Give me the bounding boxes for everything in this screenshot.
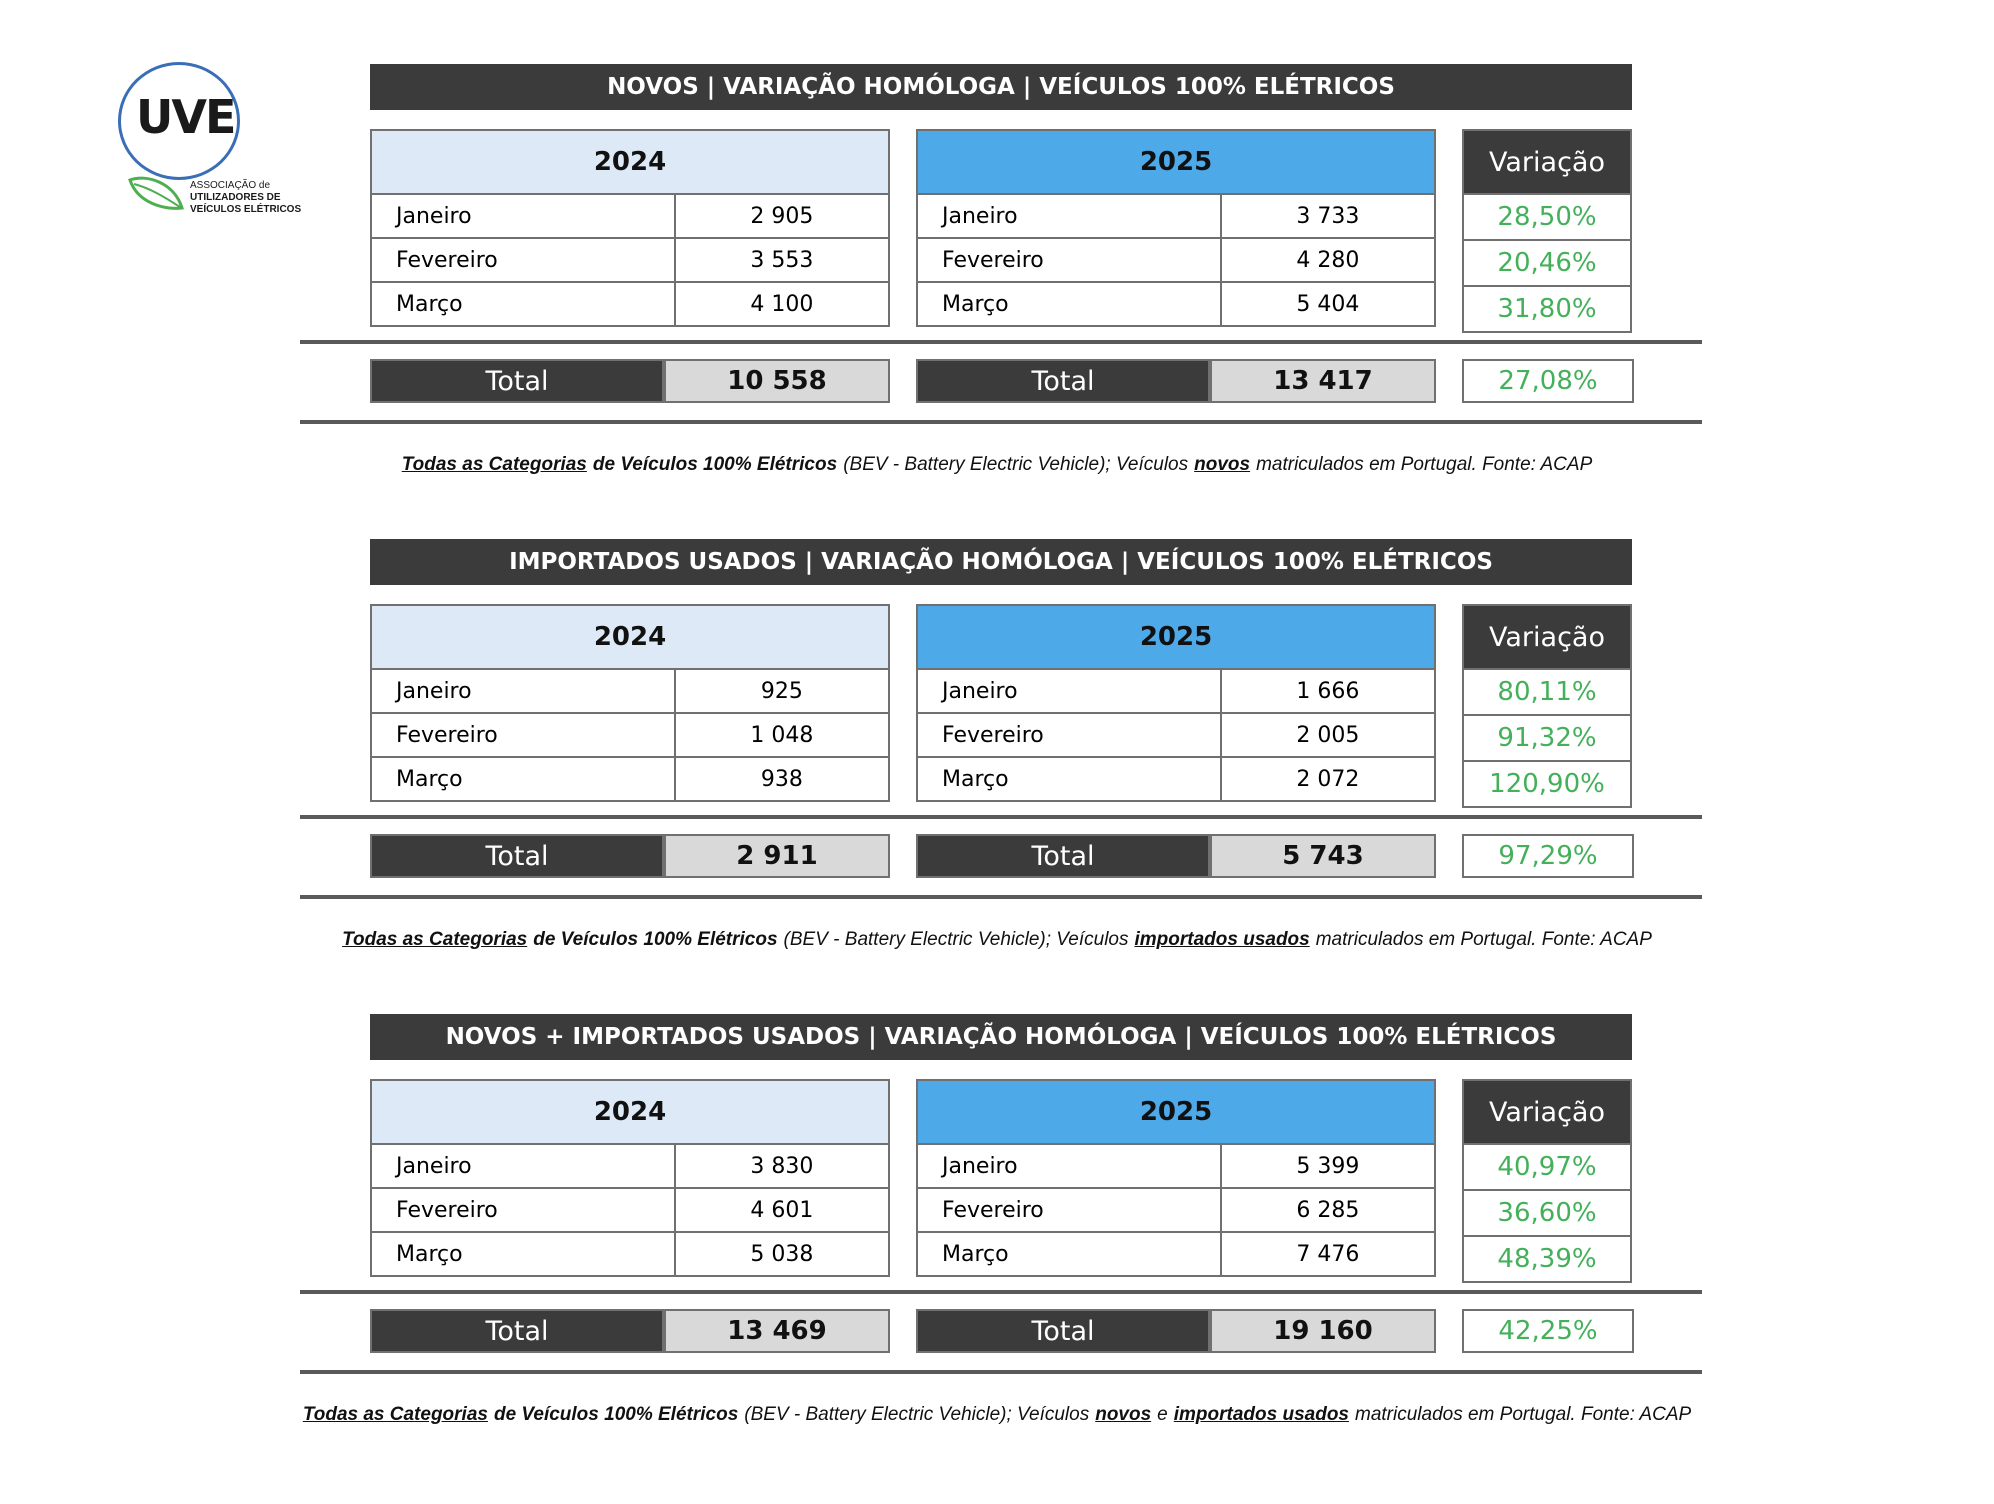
- section-title: NOVOS + IMPORTADOS USADOS | VARIAÇÃO HOMÓLOGA | VEÍCULOS 100% ELÉTRICOS: [370, 1014, 1632, 1060]
- footnote-origin: novos: [1194, 454, 1251, 475]
- footnote-source: matriculados em Portugal. Fonte: ACAP: [1355, 1404, 1692, 1425]
- footnote-vehicle-type: de Veículos 100% Elétricos: [493, 1404, 739, 1425]
- table-row: [917, 1188, 1435, 1232]
- footnote-origin-2: importados usados: [1173, 1404, 1349, 1425]
- total-variation: 97,29%: [1462, 834, 1634, 878]
- table-row: [371, 1188, 889, 1232]
- total-value-2025: 13 417: [1210, 359, 1436, 403]
- value-cell: 4 280: [1221, 238, 1435, 282]
- total-variation: 42,25%: [1462, 1309, 1634, 1353]
- value-cell: 925: [675, 669, 889, 713]
- table-2025: [916, 1079, 1436, 1277]
- value-cell: 4 601: [675, 1188, 889, 1232]
- value-cell: 2 905: [675, 194, 889, 238]
- footnote-categories: Todas as Categorias: [342, 929, 528, 950]
- value-cell: 7 476: [1221, 1232, 1435, 1276]
- month-cell: Março: [371, 1232, 675, 1276]
- month-cell: Fevereiro: [371, 713, 675, 757]
- value-cell: 3 553: [675, 238, 889, 282]
- divider: [300, 1290, 1702, 1294]
- year-header-2025: 2025: [917, 1080, 1435, 1144]
- month-cell: Março: [371, 282, 675, 326]
- footnote-vehicle-type: de Veículos 100% Elétricos: [592, 454, 838, 475]
- footnote-source: matriculados em Portugal. Fonte: ACAP: [1256, 454, 1593, 475]
- table-variation: [1462, 129, 1632, 333]
- footnote: [0, 454, 1994, 476]
- variation-cell: 36,60%: [1463, 1190, 1631, 1236]
- variation-header: Variação: [1463, 130, 1631, 194]
- year-header-2024: 2024: [371, 130, 889, 194]
- month-cell: Fevereiro: [371, 1188, 675, 1232]
- section-importados-usados: [0, 539, 1994, 1009]
- table-row: [917, 194, 1435, 238]
- variation-cell: 31,80%: [1463, 286, 1631, 332]
- table-2024: [370, 129, 890, 327]
- footnote-vehicle-type: de Veículos 100% Elétricos: [533, 929, 778, 950]
- year-header-2025: 2025: [917, 130, 1435, 194]
- month-cell: Janeiro: [371, 194, 675, 238]
- total-label-2024: Total: [370, 359, 664, 403]
- footnote-bev: (BEV - Battery Electric Vehicle); Veículos: [744, 1404, 1090, 1425]
- footnote: [0, 929, 1994, 951]
- table-row: [371, 1144, 889, 1188]
- section-title: NOVOS | VARIAÇÃO HOMÓLOGA | VEÍCULOS 100% ELÉTRICOS: [370, 64, 1632, 110]
- table-2024: [370, 604, 890, 802]
- footnote-origin: importados usados: [1134, 929, 1310, 950]
- value-cell: 5 038: [675, 1232, 889, 1276]
- value-cell: 1 048: [675, 713, 889, 757]
- table-row: [371, 713, 889, 757]
- value-cell: 1 666: [1221, 669, 1435, 713]
- month-cell: Janeiro: [371, 1144, 675, 1188]
- total-value-2025: 19 160: [1210, 1309, 1436, 1353]
- table-variation: [1462, 1079, 1632, 1283]
- divider: [300, 1370, 1702, 1374]
- month-cell: Fevereiro: [371, 238, 675, 282]
- year-header-2024: 2024: [371, 605, 889, 669]
- divider: [300, 895, 1702, 899]
- month-cell: Janeiro: [917, 1144, 1221, 1188]
- value-cell: 2 005: [1221, 713, 1435, 757]
- table-row: [917, 282, 1435, 326]
- table-variation: [1462, 604, 1632, 808]
- variation-cell: 48,39%: [1463, 1236, 1631, 1282]
- value-cell: 5 399: [1221, 1144, 1435, 1188]
- table-row: [917, 757, 1435, 801]
- footnote-bev: (BEV - Battery Electric Vehicle); Veículos: [843, 454, 1189, 475]
- footnote-categories: Todas as Categorias: [401, 454, 587, 475]
- footnote-bev: (BEV - Battery Electric Vehicle); Veículos: [783, 929, 1129, 950]
- month-cell: Fevereiro: [917, 713, 1221, 757]
- divider: [300, 420, 1702, 424]
- year-header-2024: 2024: [371, 1080, 889, 1144]
- table-row: [371, 282, 889, 326]
- month-cell: Janeiro: [371, 669, 675, 713]
- month-cell: Março: [371, 757, 675, 801]
- variation-cell: 20,46%: [1463, 240, 1631, 286]
- value-cell: 3 830: [675, 1144, 889, 1188]
- section-novos: [0, 64, 1994, 534]
- footnote-conjunction: e: [1157, 1404, 1168, 1425]
- month-cell: Março: [917, 282, 1221, 326]
- table-row: [371, 238, 889, 282]
- table-row: [917, 1232, 1435, 1276]
- table-2025: [916, 604, 1436, 802]
- table-row: [371, 669, 889, 713]
- total-label-2024: Total: [370, 1309, 664, 1353]
- table-row: [917, 1144, 1435, 1188]
- total-value-2024: 10 558: [664, 359, 890, 403]
- section-novos-e-importados: [0, 1014, 1994, 1484]
- year-header-2025: 2025: [917, 605, 1435, 669]
- total-label-2025: Total: [916, 834, 1210, 878]
- variation-cell: 120,90%: [1463, 761, 1631, 807]
- section-title: IMPORTADOS USADOS | VARIAÇÃO HOMÓLOGA | VEÍCULOS 100% ELÉTRICOS: [370, 539, 1632, 585]
- month-cell: Fevereiro: [917, 238, 1221, 282]
- total-value-2025: 5 743: [1210, 834, 1436, 878]
- value-cell: 5 404: [1221, 282, 1435, 326]
- month-cell: Janeiro: [917, 194, 1221, 238]
- table-row: [371, 757, 889, 801]
- logo-text: ASSOCIAÇÃO de UTILIZADORES DE VEÍCULOS ELÉTRICOS: [190, 180, 302, 215]
- total-value-2024: 2 911: [664, 834, 890, 878]
- total-value-2024: 13 469: [664, 1309, 890, 1353]
- variation-cell: 40,97%: [1463, 1144, 1631, 1190]
- value-cell: 4 100: [675, 282, 889, 326]
- total-variation: 27,08%: [1462, 359, 1634, 403]
- value-cell: 6 285: [1221, 1188, 1435, 1232]
- table-row: [917, 238, 1435, 282]
- value-cell: 3 733: [1221, 194, 1435, 238]
- variation-cell: 80,11%: [1463, 669, 1631, 715]
- table-row: [371, 1232, 889, 1276]
- value-cell: 938: [675, 757, 889, 801]
- month-cell: Fevereiro: [917, 1188, 1221, 1232]
- variation-cell: 28,50%: [1463, 194, 1631, 240]
- table-row: [371, 194, 889, 238]
- total-label-2024: Total: [370, 834, 664, 878]
- total-label-2025: Total: [916, 1309, 1210, 1353]
- table-2025: [916, 129, 1436, 327]
- divider: [300, 815, 1702, 819]
- footnote-categories: Todas as Categorias: [302, 1404, 488, 1425]
- logo-mark: UVE: [136, 90, 235, 144]
- month-cell: Janeiro: [917, 669, 1221, 713]
- table-row: [917, 713, 1435, 757]
- variation-header: Variação: [1463, 1080, 1631, 1144]
- table-row: [917, 669, 1435, 713]
- divider: [300, 340, 1702, 344]
- value-cell: 2 072: [1221, 757, 1435, 801]
- month-cell: Março: [917, 1232, 1221, 1276]
- total-label-2025: Total: [916, 359, 1210, 403]
- footnote: [0, 1404, 1994, 1426]
- footnote-origin: novos: [1095, 1404, 1152, 1425]
- variation-header: Variação: [1463, 605, 1631, 669]
- month-cell: Março: [917, 757, 1221, 801]
- table-2024: [370, 1079, 890, 1277]
- variation-cell: 91,32%: [1463, 715, 1631, 761]
- footnote-source: matriculados em Portugal. Fonte: ACAP: [1315, 929, 1652, 950]
